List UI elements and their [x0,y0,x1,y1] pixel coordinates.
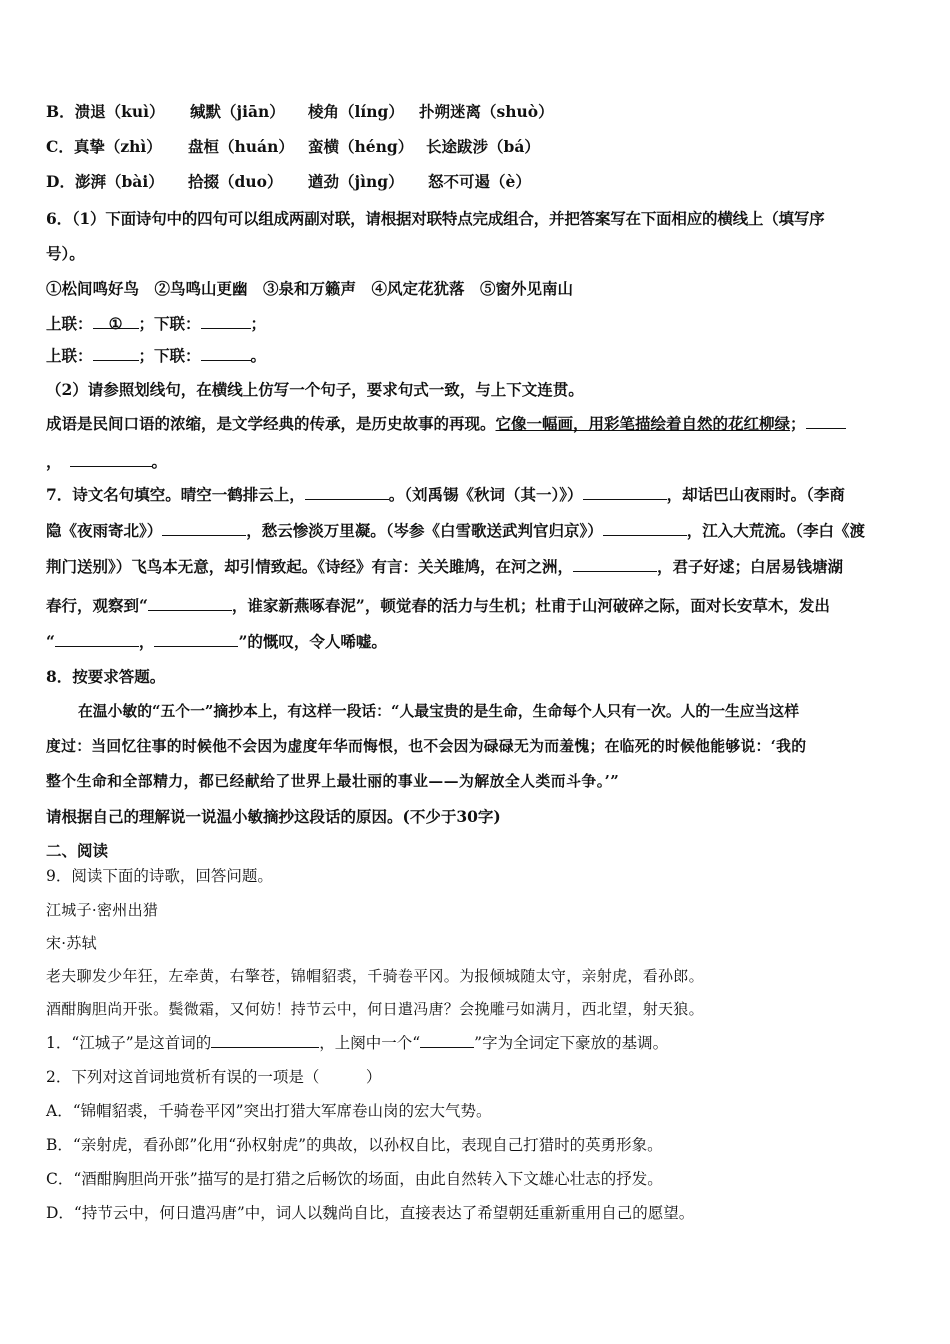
poem-line-2: 酒酣胸胆尚开张。鬓微霜，又何妨！持节云中，何日遣冯唐？会挽雕弓如满月，西北望，射天狼。 [46,1000,704,1018]
answer-blank[interactable] [93,346,139,361]
choice-a[interactable]: A．“锦帽貂裘，千骑卷平冈”突出打猎大军席卷山岗的宏大气势。 [46,1102,492,1120]
underlined-sentence: 它像一幅画，用彩笔描绘着自然的花红柳绿 [495,414,791,433]
choice-c[interactable]: C．“酒酣胸胆尚开张”描写的是打猎之后畅饮的场面，由此自然转入下文雄心壮志的抒发。 [46,1170,663,1188]
q6-line2: 号）。 [46,244,85,263]
word-item: 蛮横（héng） [308,137,414,156]
q8-quote-line2: 度过：当回忆往事的时候他不会因为虚度年华而悔恨，也不会因为碌碌无为而羞愧；在临死的时候他能够说：‘我的 [46,738,807,755]
answer-blank[interactable] [201,314,251,329]
answer-text: ① [108,314,123,333]
q6-answer-row-2 [46,346,906,366]
sub-question-2: 2．下列对这首词地赏析有误的一项是（ ） [46,1068,382,1086]
punct: ； [250,314,267,333]
q7-line3 [46,557,906,577]
q6-answer-row-1 [46,314,906,334]
q8-quote-line3: 整个生命和全部精力，都已经献给了世界上最壮丽的事业——为解放全人类而斗争。’” [46,773,620,790]
answer-blank[interactable] [70,452,152,467]
punct: 。 [151,452,168,471]
text: 成语是民间口语的浓缩，是文学经典的传承，是历史故事的再现。 [46,414,496,433]
q7-line4 [46,596,906,616]
text: ”的慨叹，令人唏嘘。 [238,632,387,651]
q6-options: ①松间鸣好鸟 ②鸟鸣山更幽 ③泉和万籁声 ④风定花犹落 ⑤窗外见南山 [46,279,574,298]
option-label: B． [46,102,75,121]
word-item: 怒不可遏（è） [428,172,531,191]
answer-blank[interactable] [583,485,667,500]
poem-title: 江城子·密州出猎 [46,901,159,919]
answer-blank[interactable] [55,632,139,647]
option-b-row [46,102,906,122]
text: “ [46,632,55,651]
answer-blank[interactable] [93,314,139,333]
answer-blank[interactable] [420,1033,474,1048]
text: 7．诗文名句填空。晴空一鹤排云上， [46,485,305,504]
q7-line5 [46,632,906,652]
choice-b[interactable]: B．“亲射虎，看孙郎”化用“孙权射虎”的典故，以孙权自比，表现自己打猎时的英勇形象。 [46,1136,663,1154]
answer-blank[interactable] [305,485,389,500]
answer-blank[interactable] [806,414,846,429]
text: ，君子好逑；白居易钱塘湖 [657,557,844,576]
text: 春行，观察到“ [46,596,148,615]
q6-paragraph-cont [46,452,906,472]
word-item: 真挚（zhì） [73,137,162,156]
punct: ； [790,414,806,433]
word-item: 长途跋涉（bá） [426,137,540,156]
text: ，却话巴山夜雨时。（李商 [666,485,845,504]
q6-line1: 6．（1）下面诗句中的四句可以组成两副对联，请根据对联特点完成组合，并把答案写在下面相应的横线上（填写序 [46,209,825,228]
punct: 。 [250,346,267,365]
answer-blank[interactable] [211,1033,319,1048]
section-heading: 二、阅读 [46,841,109,860]
word-item: 澎湃（bài） [74,172,164,191]
word-item: 缄默（jiān） [190,102,285,121]
label: ；下联： [138,314,201,333]
word-item: 遒劲（jìng） [308,172,404,191]
q8-quote-line1: 在温小敏的“五个一”摘抄本上，有这样一段话：“人最宝贵的是生命，生命每个人只有一次。人的一生应当这样 [78,703,799,720]
word-item: 盘桓（huán） [188,137,294,156]
text: 1．“江城子”是这首词的 [46,1034,212,1052]
q8-prompt: 请根据自己的理解说一说温小敏摘抄这段话的原因。(不少于30字) [46,807,501,826]
option-c-row [46,137,906,157]
text: 隐《夜雨寄北》） [46,521,163,540]
sub-question-1 [46,1033,906,1053]
label: 上联： [46,346,93,365]
option-label: C． [46,137,74,156]
text: ”字为全词定下豪放的基调。 [474,1034,669,1052]
text: 荆门送别》）飞鸟本无意，却引情致起。《诗经》有言：关关雎鸠，在河之洲， [46,557,574,576]
word-item: 扑朔迷离（shuò） [419,102,554,121]
text: ， [138,632,155,651]
poem-author: 宋·苏轼 [46,934,97,952]
q9-instruction: 9．阅读下面的诗歌，回答问题。 [46,867,273,885]
word-item: 拾掇（duo） [188,172,283,191]
word-item: 棱角（líng） [308,102,404,121]
word-item: 溃退（kuì） [74,102,165,121]
answer-blank[interactable] [201,346,251,361]
label: 上联： [46,314,93,333]
answer-blank[interactable] [603,521,687,536]
answer-blank[interactable] [154,632,238,647]
text: ，愁云惨淡万里凝。（岑参《白雪歌送武判官归京》） [246,521,603,540]
q6-part2: （2）请参照划线句，在横线上仿写一个句子，要求句式一致，与上下文连贯。 [46,380,584,399]
poem-line-1: 老夫聊发少年狂，左牵黄，右擎苍，锦帽貂裘，千骑卷平冈。为报倾城随太守，亲射虎，看孙郎。 [46,967,704,985]
text: ，谁家新燕啄春泥”，顿觉春的活力与生机；杜甫于山河破碎之际，面对长安草木，发出 [231,596,830,615]
text: ，上阕中一个“ [319,1034,421,1052]
q7-line2 [46,521,906,541]
text: 。（刘禹锡《秋词（其一）》） [388,485,583,504]
answer-blank[interactable] [162,521,246,536]
choice-d[interactable]: D．“持节云中，何日遣冯唐”中，词人以魏尚自比，直接表达了希望朝廷重新重用自己的愿望。 [46,1204,695,1222]
label: ；下联： [138,346,201,365]
punct: ， [46,452,62,471]
text: ，江入大荒流。（李白《渡 [686,521,866,540]
answer-blank[interactable] [573,557,657,572]
option-label: D． [46,172,75,191]
q8-title: 8．按要求答题。 [46,667,166,686]
option-d-row [46,172,906,192]
q7-line1 [46,485,906,505]
answer-blank[interactable] [148,596,232,611]
q6-paragraph [46,414,906,434]
